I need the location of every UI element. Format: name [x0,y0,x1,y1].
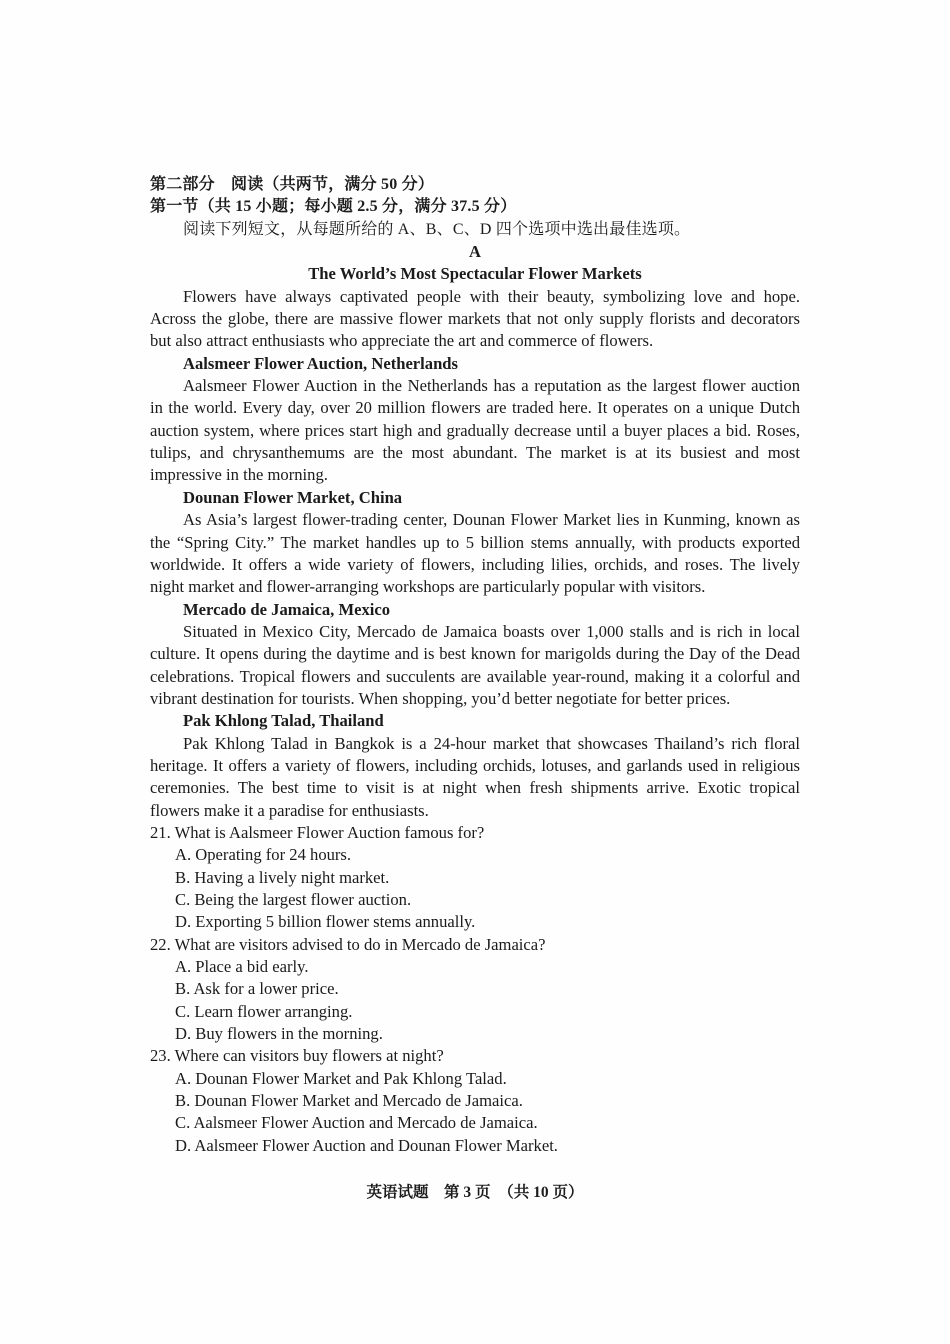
paragraph-line: the “Spring City.” The market handles up to 5 billion stems annually, with products exported [150,532,800,552]
market-section-aalsmeer [150,353,800,487]
paragraph-line: Aalsmeer Flower Auction in the Netherlands has a reputation as the largest flower auction [183,376,800,396]
market-section-dounan [150,487,800,599]
option-c: C. Being the largest flower auction. [175,890,412,909]
market-heading: Mercado de Jamaica, Mexico [183,599,391,619]
paragraph-line: impressive in the morning. [150,465,328,485]
option-c: C. Aalsmeer Flower Auction and Mercado de Jamaica. [175,1113,538,1133]
option-a: A. Operating for 24 hours. [175,845,352,865]
option-d: D. Aalsmeer Flower Auction and Dounan Flower Market. [175,1135,558,1155]
paragraph-line: vibrant destination for tourists. When shopping, you’d better negotiate for better prices. [150,688,731,708]
question-stem: 21. What is Aalsmeer Flower Auction famous for? [150,822,485,842]
paragraph-line: tulips, and chrysanthemums are the most abundant. The market is at its busiest and most [150,443,800,463]
paragraph-line: in the world. Every day, over 20 million flowers are traded here. It operates on a unique Dutch [150,398,800,418]
option-d: D. Buy flowers in the morning. [175,1024,383,1044]
question-stem: 23. Where can visitors buy flowers at night? [150,1046,444,1066]
paragraph-line: Across the globe, there are massive flower markets that not only supply florists and decorators [150,309,800,329]
market-heading: Pak Khlong Talad, Thailand [183,711,384,731]
option-a: A. Place a bid early. [175,957,309,977]
question-22 [150,934,800,1046]
part-title: 第二部分 阅读（共两节，满分 50 分） [150,176,435,193]
passage-title: The World’s Most Spectacular Flower Markets [308,264,642,284]
question-23 [150,1045,800,1157]
market-heading: Dounan Flower Market, China [183,487,403,507]
market-section-pak-khlong [150,710,800,822]
option-b: B. Dounan Flower Market and Mercado de Jamaica. [175,1091,523,1111]
paragraph-line: ceremonies. The best time to visit is at night when fresh shipments arrive. Exotic tropical [150,778,800,798]
market-heading: Aalsmeer Flower Auction, Netherlands [183,353,458,373]
paragraph-line: Situated in Mexico City, Mercado de Jamaica boasts over 1,000 stalls and is rich in local [183,621,800,641]
option-d: D. Exporting 5 billion flower stems annually. [175,912,476,932]
paragraph-line: heritage. It offers a variety of flowers, including orchids, lotuses, and garlands used in religious [150,755,800,775]
paragraph-line: auction system, where prices start high and gradually decrease until a buyer places a bid. Roses, [150,420,800,440]
paragraph-line: celebrations. Tropical flowers and succulents are available year-round, making it a colorful and [150,666,800,686]
paragraph-line: but also attract enthusiasts who appreciate the art and commerce of flowers. [150,331,654,351]
section-title: 第一节（共 15 小题；每小题 2.5 分，满分 37.5 分） [150,198,517,216]
option-b: B. Having a lively night market. [175,867,390,887]
option-a: A. Dounan Flower Market and Pak Khlong Talad. [175,1068,507,1088]
paragraph-line: Flowers have always captivated people with their beauty, symbolizing love and hope. [183,286,800,306]
paragraph-line: Pak Khlong Talad in Bangkok is a 24-hour market that showcases Thailand’s rich floral [183,733,800,753]
question-21 [150,822,800,934]
page-content [150,174,800,1157]
question-stem: 22. What are visitors advised to do in Mercado de Jamaica? [150,934,546,954]
instructions: 阅读下列短文，从每题所给的 A、B、C、D 四个选项中选出最佳选项。 [183,220,691,238]
paragraph-line: culture. It opens during the daytime and is best known for marigolds during the Day of the Dead [150,644,800,664]
intro-paragraph [150,286,800,353]
page-footer: 英语试题 第 3 页 （共 10 页） [366,1184,584,1201]
paragraph-line: night market and flower-arranging workshops are particularly popular with visitors. [150,577,706,597]
paragraph-line: As Asia’s largest flower-trading center, Dounan Flower Market lies in Kunming, known as [183,510,800,530]
market-section-mercado [150,599,800,711]
option-b: B. Ask for a lower price. [175,979,339,999]
paragraph-line: flowers make it a paradise for enthusiasts. [150,800,429,820]
passage-label: A [469,242,481,262]
paragraph-line: worldwide. It offers a wide variety of flowers, including lilies, orchids, and roses. The lively [150,554,800,574]
option-c: C. Learn flower arranging. [175,1001,353,1021]
